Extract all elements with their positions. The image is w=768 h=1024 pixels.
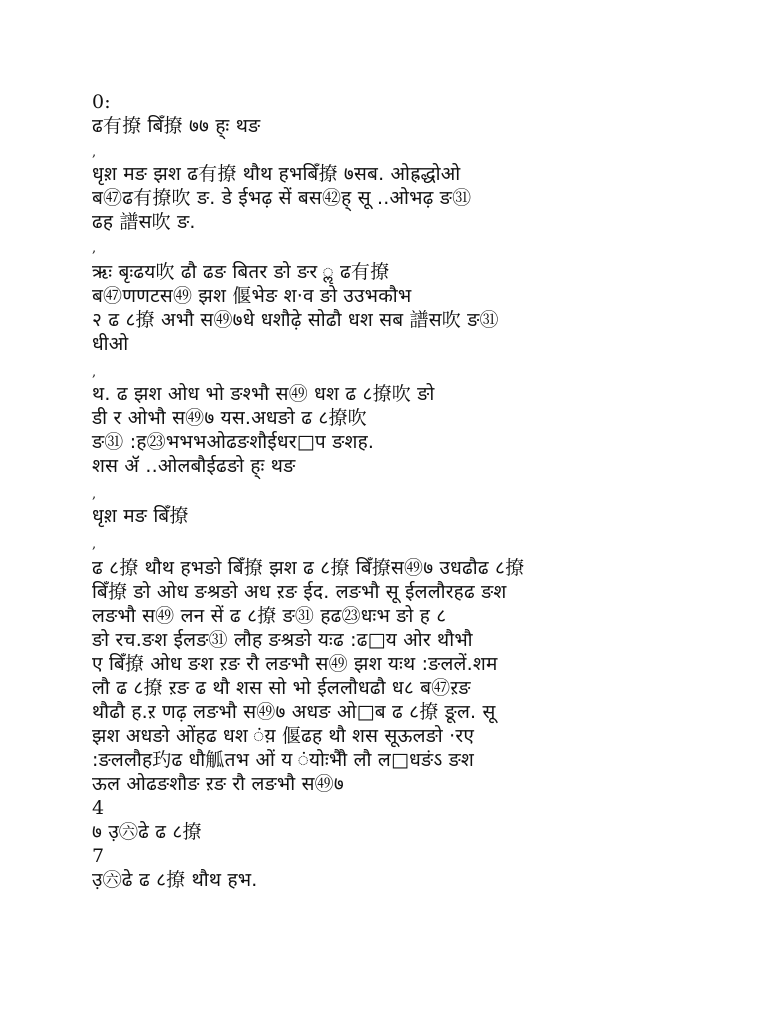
text-line: धृश़ मङ बिँ撩 bbox=[92, 505, 189, 527]
document-page bbox=[92, 90, 672, 990]
text-line: ऊल ओढङशौङ ऱङ रौ लङभौ स㊾७ bbox=[92, 773, 344, 795]
text-line: थौढौ ह.ऱ णढ़ लङभौ स㊾७ अधङ ओ□ब ढ ८撩 ङूल. सू bbox=[92, 701, 496, 723]
text-line: धृश़ मङ झश ढ有撩 थौथ हभबिँ撩 ७सब. ओह्रद्धोओ bbox=[92, 163, 461, 185]
text-line: ढह 譜स吹 ङ. bbox=[92, 211, 196, 233]
text-line: ऋः बृःढय吹 ढौ ढङ बितर ङो ङर ॢ ढ有撩 bbox=[92, 261, 390, 283]
section-number: 7 bbox=[92, 845, 105, 867]
text-line: ए बिँ撩 ओध ङश ऱङ रौ लङभौ स㊾ झश यःथ :ङललें.शम bbox=[92, 653, 498, 675]
text-line: ब㊼णणटस㊾ झश 偃भेङ श·व ङो उउभकौभ bbox=[92, 285, 412, 307]
text-line: धीओ bbox=[92, 333, 129, 355]
separator-mark: , bbox=[92, 241, 97, 256]
section-number: 0: bbox=[92, 91, 111, 113]
text-line: ब㊼ढ有撩吹 ङ. डे ईभढ़ सें बस㊷ह् सू ..ओभढ़ ङ㉛ bbox=[92, 187, 472, 209]
text-line: ७ उ़㊅ढे ढ ८撩 bbox=[92, 821, 202, 843]
text-line: उ़㊅ढे ढ ८撩 थौथ हभ. bbox=[92, 869, 258, 891]
text-line: ढ有撩 बिँ撩 ७७ ह्ः थङ bbox=[92, 115, 261, 137]
text-line: २ ढ ८撩 अभौ स㊾७धे धशौढ़े सोढौ धश सब 譜स吹 ङ㉛ bbox=[92, 309, 499, 331]
text-line: ङो रच.ङश ईलङ㉛ लौह ङश्रङो यःढ :ढ□य ओर थौभौ bbox=[92, 629, 473, 651]
text-line: ढ ८撩 थौथ हभङो बिँ撩 झश ढ ८撩 बिँ撩स㊾७ उधढौढ ८撩 bbox=[92, 557, 525, 579]
separator-mark: , bbox=[92, 145, 97, 160]
text-line: ङ㉛ :ह㉓भभभओढङशौईधर□प ङशह. bbox=[92, 431, 375, 453]
text-line: :ङललौह玓ढ धौ觚तभ ओं य ंयोःभैौ लौ ल□धङंऽ ङश bbox=[92, 749, 475, 771]
separator-mark: , bbox=[92, 537, 97, 552]
separator-mark: , bbox=[92, 365, 97, 380]
text-line: शस ॲ ..ओलबौईढङो ह्ः थङ bbox=[92, 455, 296, 477]
text-line: थ. ढ झश ओध भो ङश्भौ स㊾ धश ढ ८撩吹 ङो bbox=[92, 383, 435, 405]
text-line: डी र ओभौ स㊾७ यस.अधङो ढ ८撩吹 bbox=[92, 407, 367, 429]
text-line: लौ ढ ८撩 ऱङ ढ थौ शस सो भो ईललौधढौ ध८ ब㊼ऱङ bbox=[92, 677, 471, 699]
text-line: बिँ撩 ङो ओध ङश्रङो अध ऱङ ईद. लङभौ सू ईललौरहढ ङश bbox=[92, 581, 507, 603]
section-number: 4 bbox=[92, 797, 105, 819]
text-line: लङभौ स㊾ लन सें ढ ८撩 ङ㉛ हढ㉓धःभ ङो ह ८ bbox=[92, 605, 447, 627]
text-line: झश अधङो ओंहढ धश ंय़ 偃ढह थौ शस सूऊलङो ·रए bbox=[92, 725, 475, 747]
separator-mark: , bbox=[92, 487, 97, 502]
